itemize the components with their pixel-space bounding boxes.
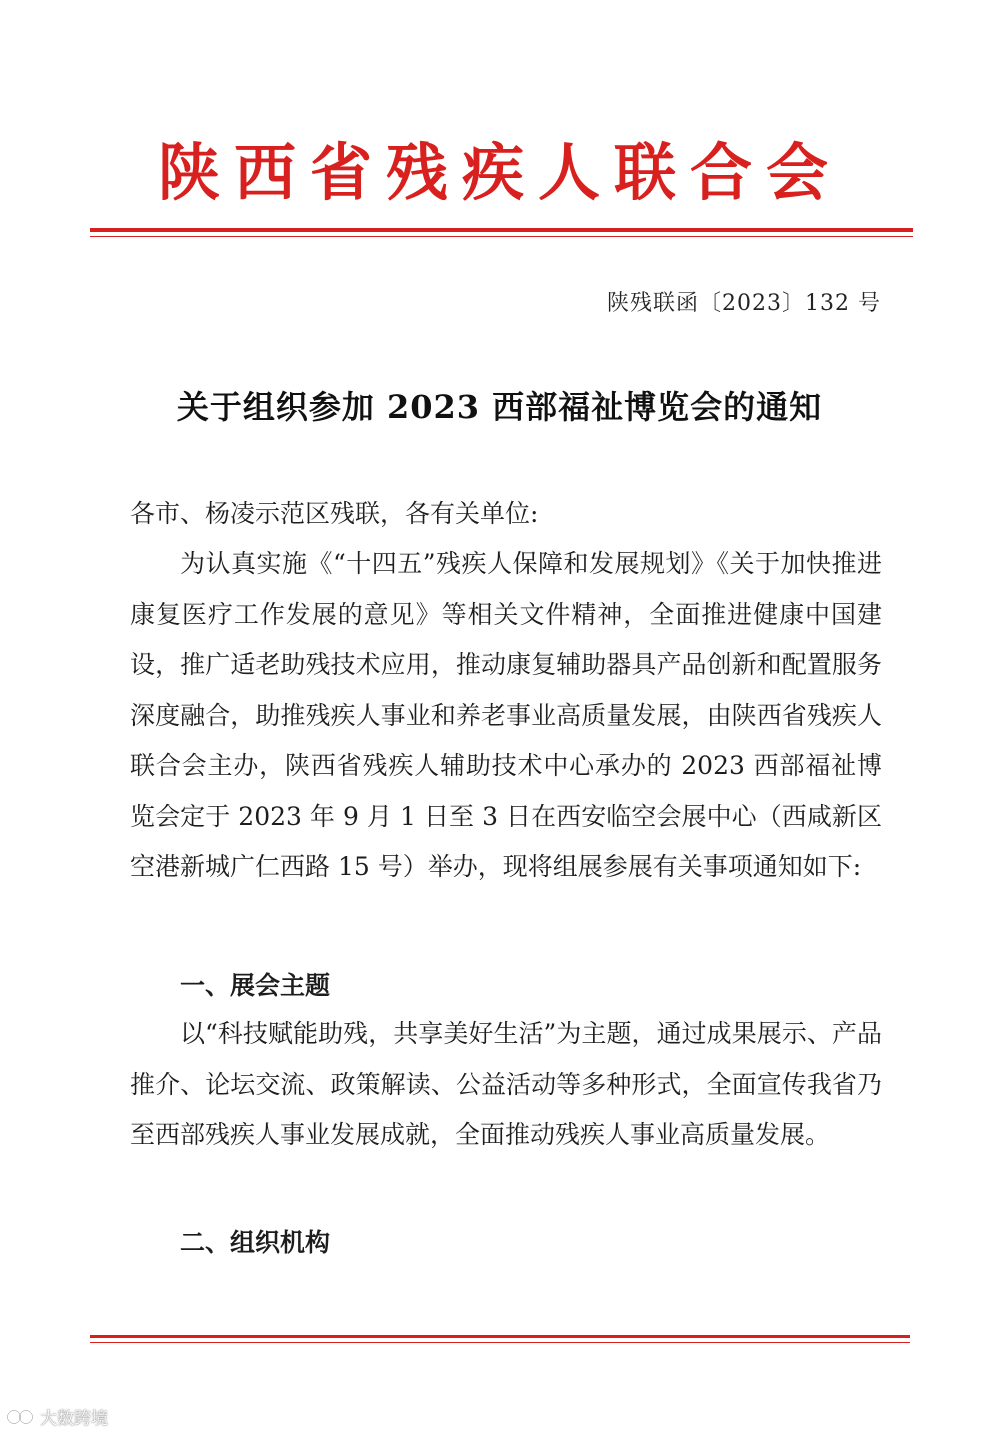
paragraph-intro: 为认真实施《“十四五”残疾人保障和发展规划》《关于加快推进康复医疗工作发展的意见》等相关文件精神，全面推进健康中国建设，推广适老助残技术应用，推动康复辅助器具产品创新和配置服务深度融合，助推残疾人事业和养老事业高质量发展，由陕西省残疾人联合会主办，陕西省残疾人辅助技术中心承办的 2023 西部福祉博览会定于 2023 年 9 月 1 日至 3 日在西安临空会展中心（西咸新区空港新城广仁西路 15 号）举办，现将组展参展有关事项通知如下: xyxy=(130,549,882,881)
masthead-rule-thick xyxy=(90,228,913,232)
watermark xyxy=(6,1404,108,1429)
paragraph-theme: 以“科技赋能助残，共享美好生活”为主题，通过成果展示、产品推介、论坛交流、政策解读、公益活动等多种形式，全面宣传我省乃至西部残疾人事业发展成就，全面推动残疾人事业高质量发展。 xyxy=(130,1019,882,1149)
footer-rule-thick xyxy=(90,1335,910,1338)
brand-logo-icon xyxy=(6,1407,36,1427)
section-heading-theme: 一、展会主题 xyxy=(180,971,331,1000)
document-number: 陕残联函〔2023〕132 号 xyxy=(607,291,881,316)
section-heading-organization: 二、组织机构 xyxy=(180,1228,331,1257)
document-title: 关于组织参加 2023 西部福祉博览会的通知 xyxy=(176,388,823,426)
masthead-rule-thin xyxy=(90,236,913,237)
watermark-text: 大数跨境 xyxy=(40,1409,108,1429)
salutation: 各市、杨凌示范区残联，各有关单位: xyxy=(130,499,539,528)
footer-rule-thin xyxy=(90,1342,910,1343)
masthead-org-name: 陕西省残疾人联合会 xyxy=(157,136,842,209)
